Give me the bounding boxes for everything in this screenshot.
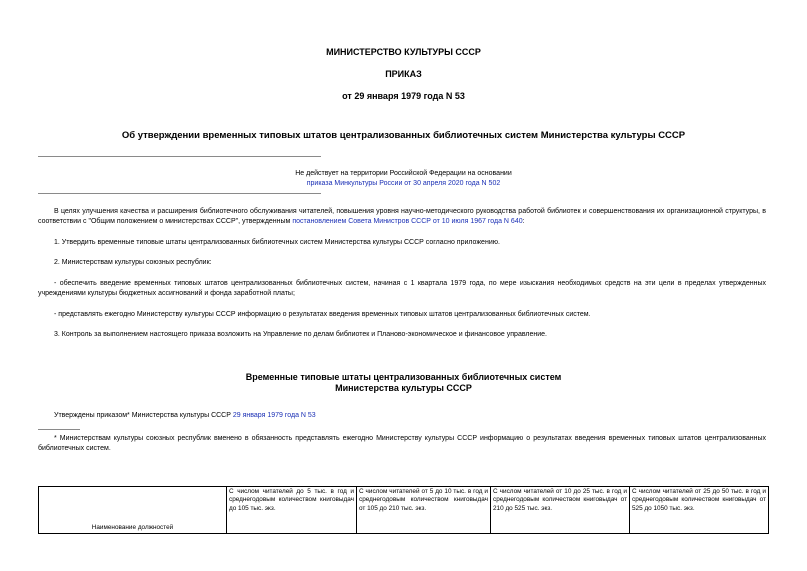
- item-3: 3. Контроль за выполнением настоящего приказа возложить на Управление по делам библиотек и Планово-экономическое и финансовое управление.: [54, 331, 547, 338]
- table-header-col4: С числом читателей от 10 до 25 тыс. в год и среднегодовым количеством книговыдач от 210 до 525 тыс. экз.: [491, 487, 630, 534]
- item-2a: - обеспечить введение временных типовых штатов централизованных библиотечных систем, начиная с 1 квартала 1979 года, по мере изыскания необходимых средств на эти цели в пределах утвержденных учреждениями культуры бюджетных ассигнований и фонда заработной платы;: [38, 280, 766, 297]
- item-2b: - представлять ежегодно Министерству культуры СССР информацию о результатах введения временных типовых штатов централизованных библиотечных систем.: [54, 311, 591, 318]
- footnote-divider: [38, 429, 80, 430]
- footnote: * Министерствам культуры союзных республик вменено в обязанность представлять ежегодно Министерству культуры СССР информацию о результатах введения временных типовых штатов централизованных библиотечных систем.: [38, 435, 766, 452]
- table-header-row: [39, 487, 769, 534]
- approved-link[interactable]: 29 января 1979 года N 53: [232, 412, 316, 419]
- approved-text: Утверждены приказом* Министерства культуры СССР: [54, 412, 233, 419]
- table-header-col5: С числом читателей от 25 до 50 тыс. в год и среднегодовым количеством книговыдач от 525 до 1050 тыс. экз.: [630, 487, 769, 534]
- table-header-position: Наименование должностей: [39, 487, 227, 534]
- preamble-link[interactable]: постановлением Совета Министров СССР от 10 июля 1967 года N 640: [292, 218, 523, 225]
- divider-bottom: [38, 193, 321, 194]
- divider-top: [38, 156, 321, 157]
- appendix-title-line2: Министерства культуры СССР: [335, 383, 472, 393]
- date-number-heading: от 29 января 1979 года N 53: [342, 91, 465, 101]
- staff-table: [38, 486, 769, 534]
- document-title: Об утверждении временных типовых штатов централизованных библиотечных систем Министерства культуры СССР: [121, 130, 686, 141]
- appendix-title-line1: Временные типовые штаты централизованных библиотечных систем: [245, 372, 562, 382]
- preamble-text: В целях улучшения качества и расширения библиотечного обслуживания читателей, повышения уровня научно-методического руководства работой библиотек и совершенствования их организационной структуры, в соответствии с "Общим положением о министерствах СССР", утвержденным: [38, 208, 766, 225]
- table-header-col3: С числом читателей от 5 до 10 тыс. в год и среднегодовым количеством книговыдач от 105 до 210 тыс. экз.: [357, 487, 491, 534]
- preamble-paragraph: [38, 207, 766, 227]
- item-2: 2. Министерствам культуры союзных республик:: [54, 259, 212, 266]
- doc-type-heading: ПРИКАЗ: [385, 69, 422, 79]
- status-note-link[interactable]: приказа Минкультуры России от 30 апреля 2020 года N 502: [306, 180, 501, 187]
- preamble-tail: :: [522, 218, 525, 225]
- item-1: 1. Утвердить временные типовые штаты централизованных библиотечных систем Министерства культуры СССР согласно приложению.: [54, 239, 500, 246]
- status-note-link-wrapper: [0, 179, 807, 189]
- ministry-heading: МИНИСТЕРСТВО КУЛЬТУРЫ СССР: [326, 47, 481, 57]
- approved-line: [38, 411, 766, 421]
- status-note-line: Не действует на территории Российской Федерации на основании: [295, 170, 512, 177]
- table-header-col2: С числом читателей до 5 тыс. в год и среднегодовым количеством книговыдач до 105 тыс. экз.: [227, 487, 357, 534]
